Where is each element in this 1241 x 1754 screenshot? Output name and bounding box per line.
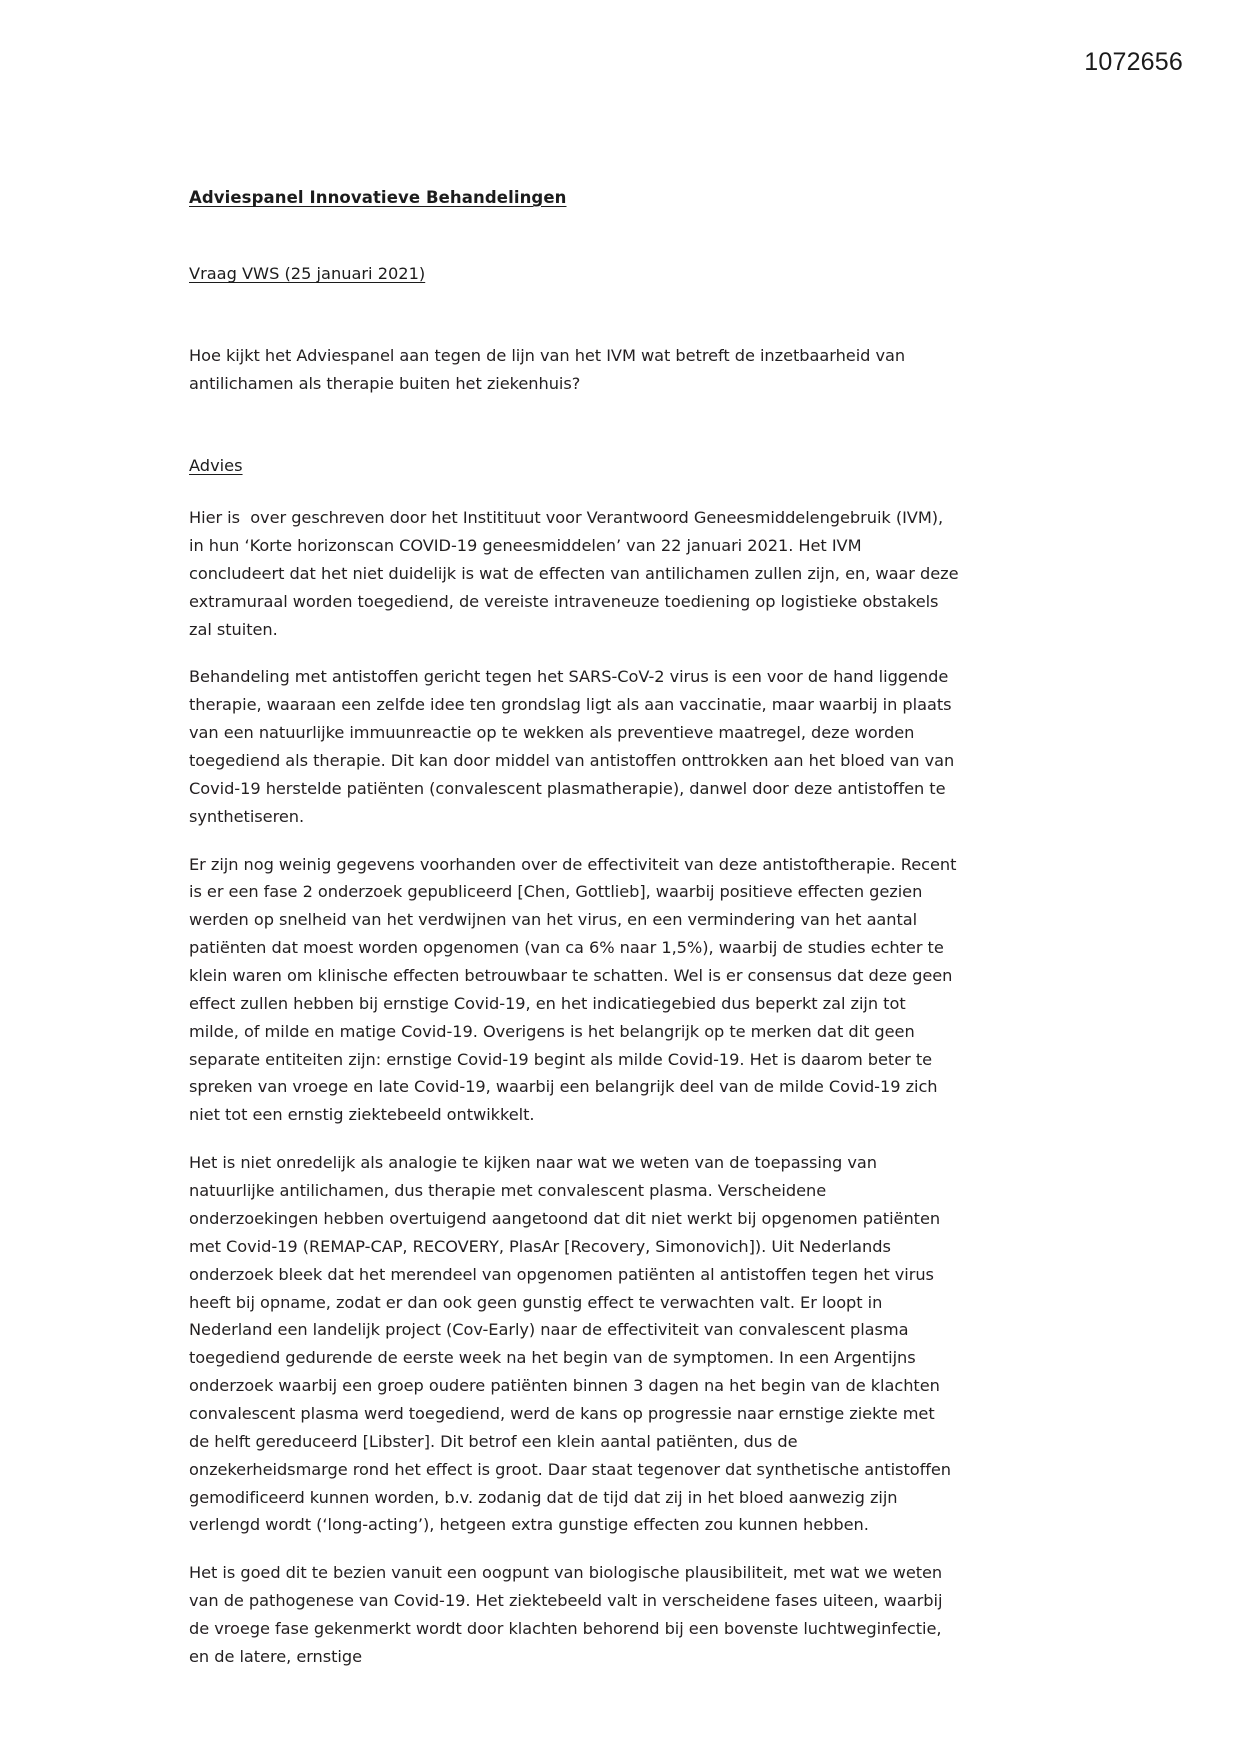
page-number: 1072656 [1084,48,1183,76]
document-title-row [189,186,959,209]
page-title: Adviespanel Innovatieve Behandelingen [189,188,567,207]
question-text: Hoe kijkt het Adviespanel aan tegen de lijn van het IVM wat betreft de inzetbaarheid van antilichamen als therapie buiten het ziekenhuis? [189,345,911,393]
section-heading-advies-row [189,455,959,478]
question-block [189,342,959,398]
paragraph: Er zijn nog weinig gegevens voorhanden over de effectiviteit van deze antistoftherapie. Recent is er een fase 2 onderzoek gepubliceerd [Chen, Gottlieb], waarbij positieve effecten gezien werden op snelheid van het verdwijnen van het virus, en een vermindering van het aantal patiënten dat moest worden opgenomen (van ca 6% naar 1,5%), waarbij de studies echter te klein waren om klinische effecten betrouwbaar te schatten. Wel is er consensus dat deze geen effect zullen hebben bij ernstige Covid-19, en het indicatiegebied dus beperkt zal zijn tot milde, of milde en matige Covid-19. Overigens is het belangrijk op te merken dat dit geen separate entiteiten zijn: ernstige Covid-19 begint als milde Covid-19. Het is daarom beter te spreken van vroege en late Covid-19, waarbij een belangrijk deel van de milde Covid-19 zich niet tot een ernstig ziektebeeld ontwikkelt. [189,854,962,1125]
section-heading-vraag: Vraag VWS (25 januari 2021) [189,264,426,284]
section-heading-vraag-row [189,263,959,286]
document-body [189,186,964,1671]
section-heading-advies: Advies [189,456,243,476]
paragraph: Hier is over geschreven door het Institituut voor Verantwoord Geneesmiddelengebruik (IVM), in hun ‘Korte horizonscan COVID-19 geneesmiddelen’ van 22 januari 2021. Het IVM concludeert dat het niet duidelijk is wat de effecten van antilichamen zullen zijn, en, waar deze extramuraal worden toegediend, de vereiste intraveneuze toediening op logistieke obstakels zal stuiten. [189,508,964,639]
paragraph: Het is niet onredelijk als analogie te kijken naar wat we weten van de toepassing van natuurlijke antilichamen, dus therapie met convalescent plasma. Verscheidene onderzoekingen hebben overtuigend aangetoond dat dit niet werkt bij opgenomen patiënten met Covid-19 (REMAP-CAP, RECOVERY, PlasAr [Recovery, Simonovich]). Uit Nederlands onderzoek bleek dat het merendeel van opgenomen patiënten al antistoffen tegen het virus heeft bij opname, zodat er dan ook geen gunstig effect te verwachten valt. Er loopt in Nederland een landelijk project (Cov-Early) naar de effectiviteit van convalescent plasma toegediend gedurende de eerste week na het begin van de symptomen. In een Argentijns onderzoek waarbij een groep oudere patiënten binnen 3 dagen na het begin van de klachten convalescent plasma werd toegediend, werd de kans op progressie naar ernstige ziekte met de helft gereduceerd [Libster]. Dit betrof een klein aantal patiënten, dus de onzekerheidsmarge rond het effect is groot. Daar staat tegenover dat synthetische antistoffen gemodificeerd kunnen worden, b.v. zodanig dat de tijd dat zij in het bloed aanwezig zijn verlengd wordt (‘long-acting’), hetgeen extra gunstige effecten zou kunnen hebben. [189,1153,957,1535]
paragraph: Het is goed dit te bezien vanuit een oogpunt van biologische plausibiliteit, met wat we weten van de pathogenese van Covid-19. Het ziektebeeld valt in verscheidene fases uiteen, waarbij de vroege fase gekenmerkt wordt door klachten behorend bij een bovenste luchtweginfectie, en de latere, ernstige [189,1563,948,1666]
paragraph: Behandeling met antistoffen gericht tegen het SARS-CoV-2 virus is een voor de hand liggende therapie, waaraan een zelfde idee ten grondslag ligt als aan vaccinatie, maar waarbij in plaats van een natuurlijke immuunreactie op te wekken als preventieve maatregel, deze worden toegediend als therapie. Dit kan door middel van antistoffen onttrokken aan het bloed van van Covid-19 herstelde patiënten (convalescent plasmatherapie), danwel door deze antistoffen te synthetiseren. [189,667,960,826]
